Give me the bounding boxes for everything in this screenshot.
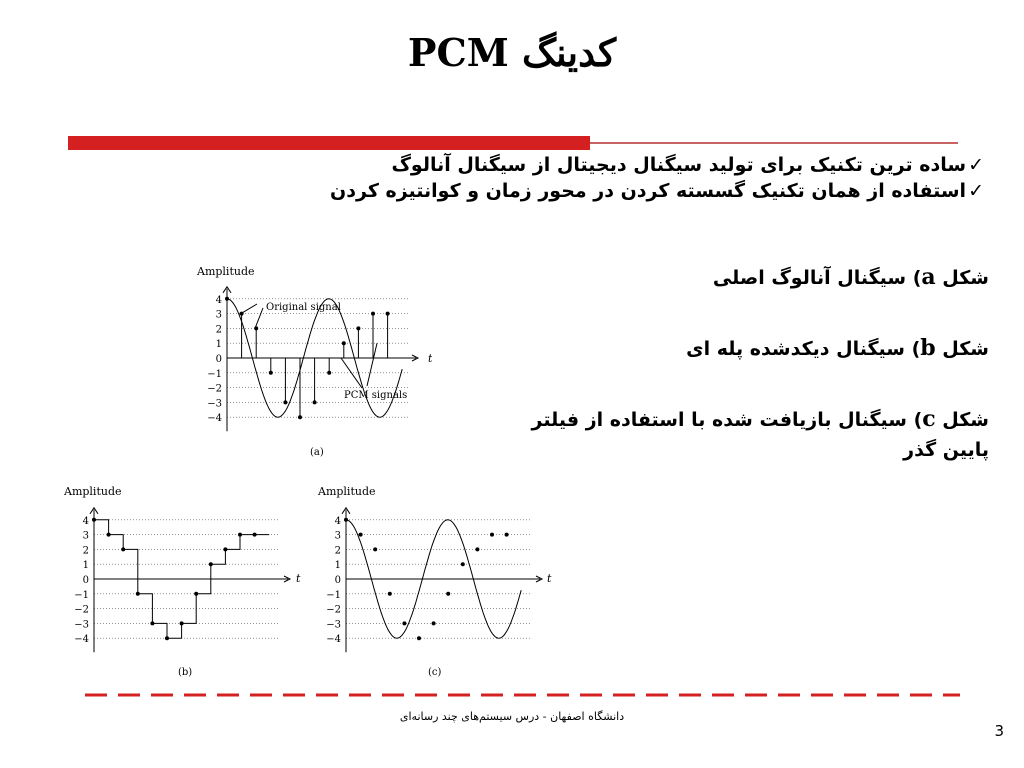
figure-a-plot <box>192 262 432 462</box>
y-tick-label: −2 <box>207 383 222 395</box>
checkmark-icon: ✓ <box>968 154 984 176</box>
sample-point <box>283 400 287 404</box>
bullet-list <box>84 152 984 204</box>
sample-point <box>373 547 377 551</box>
sample-point <box>461 562 465 566</box>
footer-rule <box>85 688 960 702</box>
sample-point <box>342 341 346 345</box>
y-tick-label: 4 <box>215 294 222 306</box>
y-axis-label: Amplitude <box>318 485 376 498</box>
sample-point <box>107 533 111 537</box>
sample-point <box>298 415 302 419</box>
bullet-item <box>84 178 984 204</box>
y-tick-label: 1 <box>334 560 341 572</box>
caption-a: شکل a) سیگنال آنالوگ اصلی <box>712 264 989 290</box>
y-tick-label: 4 <box>334 515 341 527</box>
sample-point <box>359 533 363 537</box>
y-axis-label: Amplitude <box>64 485 122 498</box>
y-tick-label: 3 <box>215 309 222 321</box>
sample-point <box>327 371 331 375</box>
figure-caption: (c) <box>428 667 442 678</box>
sample-point <box>505 533 509 537</box>
sample-point <box>344 518 348 522</box>
sample-point <box>150 621 154 625</box>
x-axis-label: t <box>547 572 552 585</box>
figure-c <box>310 484 560 684</box>
figure-caption: (a) <box>310 447 324 458</box>
y-tick-label: −2 <box>74 604 89 616</box>
original-signal-label: Original signal <box>266 302 341 313</box>
sample-point <box>136 592 140 596</box>
label-pointer <box>241 304 257 314</box>
slide-title: کدینگ PCM <box>407 30 617 75</box>
sample-point <box>165 636 169 640</box>
figure-captions <box>519 262 989 505</box>
y-tick-label: −4 <box>207 413 222 425</box>
sample-point <box>92 518 96 522</box>
y-tick-label: 1 <box>215 339 222 351</box>
sample-point <box>446 592 450 596</box>
sample-point <box>356 326 360 330</box>
y-tick-label: −1 <box>74 589 89 601</box>
sample-point <box>238 533 242 537</box>
sample-point <box>194 592 198 596</box>
sample-point <box>388 592 392 596</box>
x-axis-label: t <box>428 352 432 365</box>
caption-c: شکل c) سیگنال بازیافت شده با استفاده از فیلتر پایین گذر <box>531 406 989 461</box>
y-tick-label: −1 <box>326 589 341 601</box>
sample-point <box>386 312 390 316</box>
pcm-signals-label: PCM signals <box>344 390 408 401</box>
caption-b: شکل b) سیگنال دیکدشده پله ای <box>686 335 989 361</box>
y-tick-label: 3 <box>334 530 341 542</box>
y-tick-label: −1 <box>207 368 222 380</box>
sample-point <box>269 371 273 375</box>
y-tick-label: 1 <box>82 560 89 572</box>
figure-c-plot <box>310 484 560 684</box>
label-pointer <box>255 308 263 328</box>
sample-point <box>402 621 406 625</box>
y-tick-label: 2 <box>334 545 341 557</box>
y-tick-label: 4 <box>82 515 89 527</box>
x-axis-label: t <box>296 572 301 585</box>
y-tick-label: 2 <box>215 324 222 336</box>
y-tick-label: −2 <box>326 604 341 616</box>
figure-caption: (b) <box>178 667 193 678</box>
figure-b <box>58 484 308 684</box>
y-axis-label: Amplitude <box>197 265 255 278</box>
label-pointer <box>367 343 377 386</box>
y-tick-label: 2 <box>82 545 89 557</box>
sample-point <box>417 636 421 640</box>
y-tick-label: −4 <box>326 634 341 646</box>
sample-point <box>223 547 227 551</box>
sample-point <box>432 621 436 625</box>
page-number: 3 <box>994 722 1004 740</box>
footer-text: دانشگاه اصفهان - درس سیستم‌های چند رسانه‌ای <box>399 710 625 723</box>
sample-point <box>475 547 479 551</box>
sample-point <box>180 621 184 625</box>
y-tick-label: 0 <box>334 575 341 586</box>
bullet-text: استفاده از همان تکنیک گسسته کردن در محور زمان و کوانتیزه کردن <box>330 180 967 202</box>
title-rule <box>68 133 958 151</box>
sample-point <box>254 326 258 330</box>
figure-b-plot <box>58 484 308 684</box>
sample-point <box>121 547 125 551</box>
y-tick-label: −3 <box>207 398 222 410</box>
checkmark-icon: ✓ <box>968 180 984 202</box>
sample-point <box>209 562 213 566</box>
y-tick-label: −4 <box>74 634 89 646</box>
figure-a <box>192 262 432 462</box>
sample-point <box>313 400 317 404</box>
sample-point <box>371 312 375 316</box>
y-tick-label: 0 <box>215 354 222 365</box>
y-tick-label: 3 <box>82 530 89 542</box>
sample-point <box>253 533 257 537</box>
y-tick-label: −3 <box>74 619 89 631</box>
bullet-item <box>84 152 984 178</box>
bullet-text: ساده ترین تکنیک برای تولید سیگنال دیجیتال از سیگنال آنالوگ <box>391 154 967 176</box>
y-tick-label: 0 <box>82 575 89 586</box>
y-tick-label: −3 <box>326 619 341 631</box>
sample-point <box>490 533 494 537</box>
